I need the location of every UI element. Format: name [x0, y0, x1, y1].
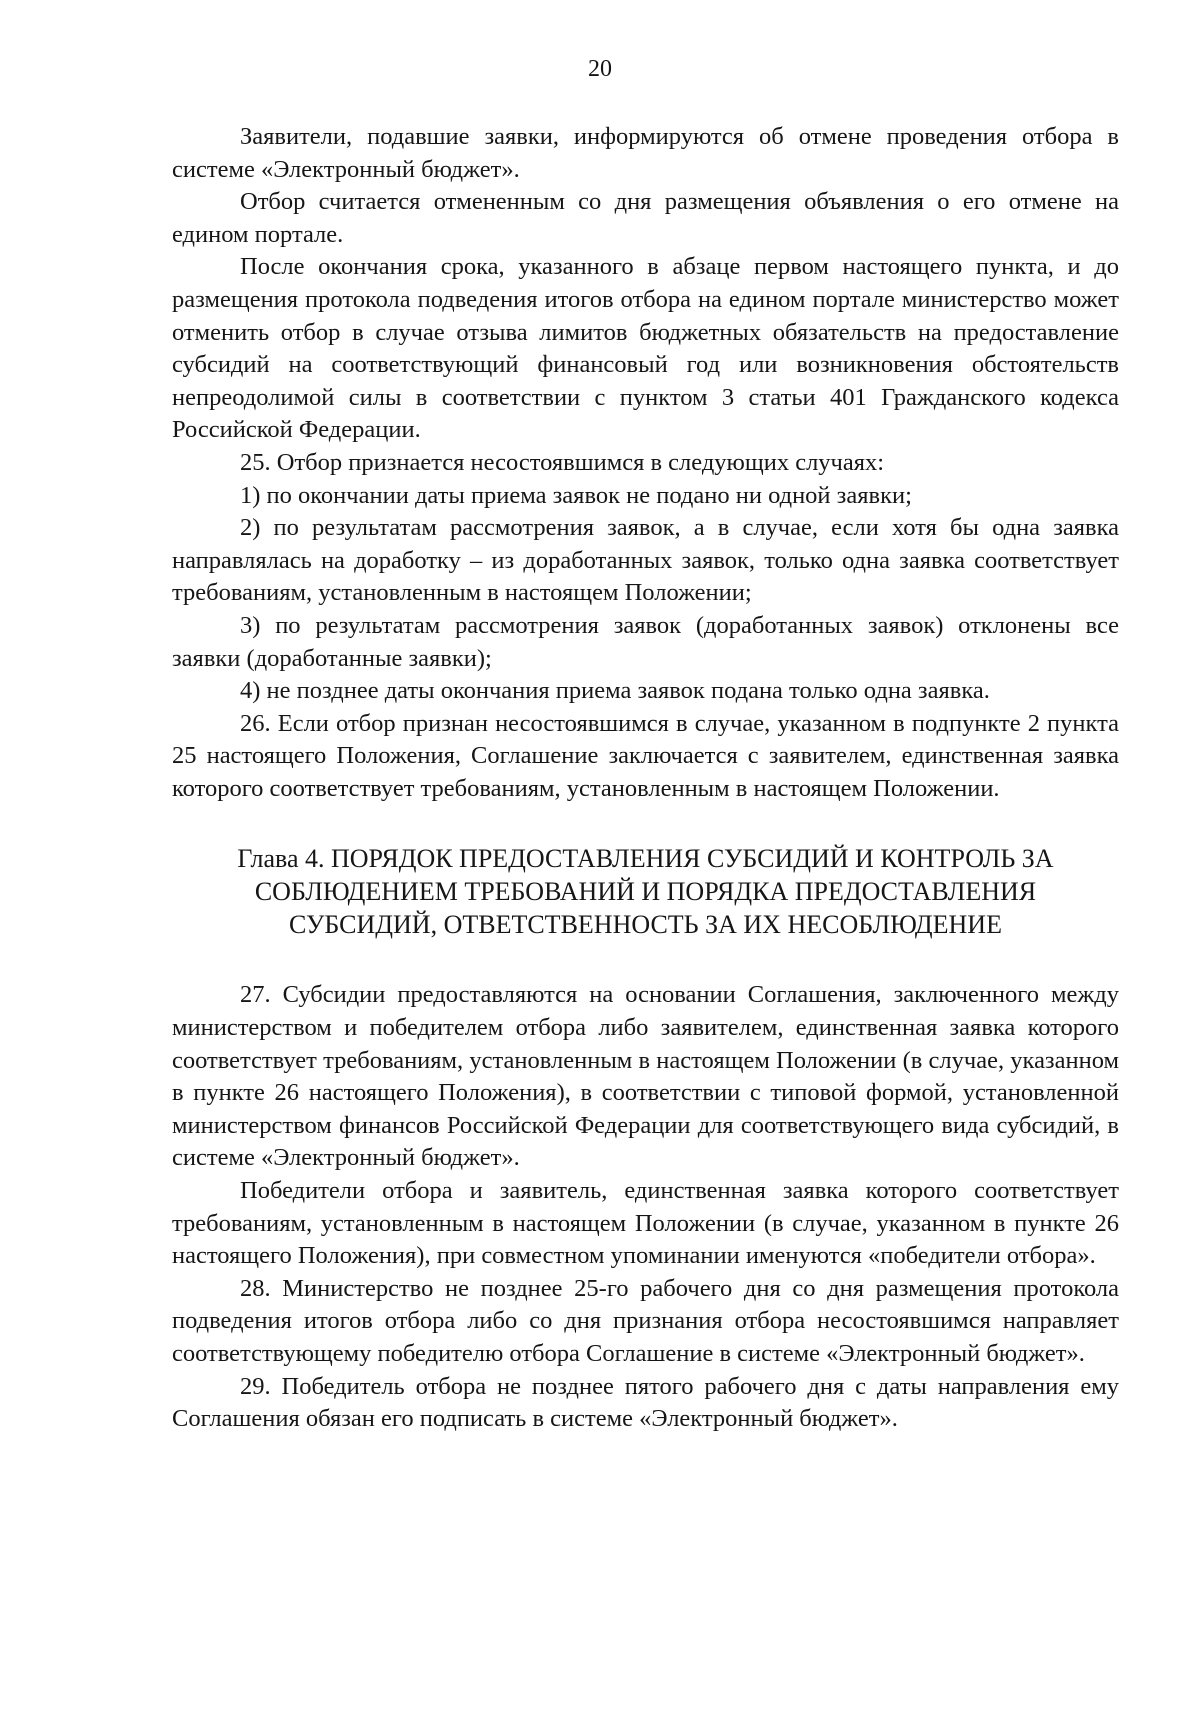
- paragraph: 25. Отбор признается несостоявшимся в следующих случаях:: [240, 448, 885, 476]
- chapter-heading-line: Глава 4. ПОРЯДОК ПРЕДОСТАВЛЕНИЯ СУБСИДИЙ И КОНТРОЛЬ ЗА: [237, 844, 1054, 874]
- paragraph: 2) по результатам рассмотрения заявок, а в случае, если хотя бы одна заявка направлялась на доработку – из доработанных заявок, только одна заявка соответствует требованиям, установленным в настоящем Положении;: [172, 514, 1119, 607]
- chapter-heading-line: СОБЛЮДЕНИЕМ ТРЕБОВАНИЙ И ПОРЯДКА ПРЕДОСТАВЛЕНИЯ: [254, 877, 1037, 907]
- paragraph: После окончания срока, указанного в абзаце первом настоящего пункта, и до размещения протокола подведения итогов отбора на едином портале министерство может отменить отбор в случае отзыва лимитов бюджетных обязательств на предоставление субсидий на соответствующий финансовый год или возникновения обстоятельств непреодолимой силы в соответствии с пунктом 3 статьи 401 Гражданского кодекса Российской Федерации.: [172, 253, 1119, 444]
- document-body: [172, 121, 1119, 1436]
- chapter-heading: [172, 842, 1119, 941]
- page-number: 20: [588, 56, 612, 82]
- paragraph: Заявители, подавшие заявки, информируются об отмене проведения отбора в системе «Электронный бюджет».: [172, 123, 1119, 183]
- paragraph: 29. Победитель отбора не позднее пятого рабочего дня с даты направления ему Соглашения обязан его подписать в системе «Электронный бюджет».: [172, 1372, 1119, 1433]
- paragraph: 27. Субсидии предоставляются на основании Соглашения, заключенного между министерством и победителем отбора либо заявителем, единственная заявка которого соответствует требованиям, установленным в настоящем Положении (в случае, указанном в пункте 26 настоящего Положения), в соответствии с типовой формой, установленной министерством финансов Российской Федерации для соответствующего вида субсидий, в системе «Электронный бюджет».: [172, 981, 1119, 1172]
- paragraph: 4) не позднее даты окончания приема заявок подана только одна заявка.: [240, 677, 990, 705]
- chapter-heading-line: СУБСИДИЙ, ОТВЕТСТВЕННОСТЬ ЗА ИХ НЕСОБЛЮДЕНИЕ: [289, 910, 1002, 940]
- paragraph: 1) по окончании даты приема заявок не подано ни одной заявки;: [240, 481, 912, 509]
- paragraph: Отбор считается отмененным со дня размещения объявления о его отмене на едином портале.: [172, 188, 1119, 248]
- paragraph: 26. Если отбор признан несостоявшимся в случае, указанном в подпункте 2 пункта 25 настоящего Положения, Соглашение заключается с заявителем, единственная заявка которого соответствует требованиям, установленным в настоящем Положении.: [172, 709, 1119, 802]
- paragraph: 28. Министерство не позднее 25-го рабочего дня со дня размещения протокола подведения итогов отбора либо со дня признания отбора несостоявшимся направляет соответствующему победителю отбора Соглашение в системе «Электронный бюджет».: [172, 1274, 1119, 1367]
- paragraph: 3) по результатам рассмотрения заявок (доработанных заявок) отклонены все заявки (доработанные заявки);: [172, 611, 1119, 672]
- paragraph: Победители отбора и заявитель, единственная заявка которого соответствует требованиям, установленным в настоящем Положении (в случае, указанном в пункте 26 настоящего Положения), при совместном упоминании именуются «победители отбора».: [172, 1177, 1119, 1270]
